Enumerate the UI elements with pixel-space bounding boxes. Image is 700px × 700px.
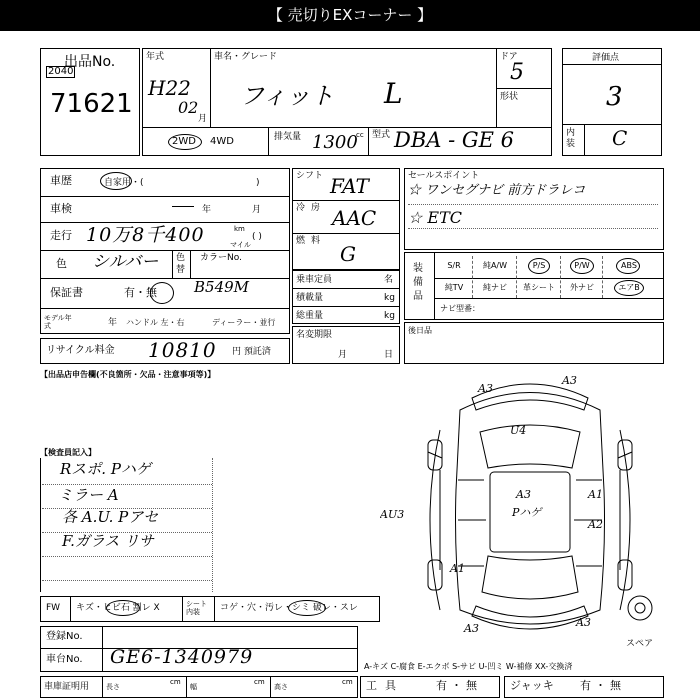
cert-length: 長さ bbox=[106, 683, 120, 691]
fuel-label: 燃料 bbox=[296, 236, 327, 246]
year-value: H22 bbox=[148, 76, 191, 100]
lot-sub: 2040 bbox=[48, 66, 74, 77]
damage-legend: A-キズ C-腐食 E-エクボ S-サビ U-凹ミ W-補修 XX-交換済 bbox=[364, 662, 573, 671]
seller-notes-label: 【出品店申告欄(不良箇所・欠品・注意事項等)】 bbox=[40, 370, 216, 379]
header-title: 【 売切りEXコーナー 】 bbox=[267, 6, 433, 24]
inspection-year-unit: 年 bbox=[202, 205, 212, 215]
ac-value: AAC bbox=[332, 206, 377, 230]
note-line-4: F.ガラス リサ bbox=[62, 532, 154, 550]
grade: L bbox=[384, 77, 403, 110]
model-year-unit: 年 bbox=[108, 318, 118, 328]
expiry-unit: 月 bbox=[338, 350, 348, 360]
mark-bonnet: U4 bbox=[510, 424, 527, 437]
note-line-1: Rスポ. Pハゲ bbox=[60, 460, 151, 478]
dealer-label: ディーラー・並行 bbox=[212, 318, 276, 327]
model-value: DBA - GE 6 bbox=[394, 128, 515, 152]
mark-rear-right: A3 bbox=[576, 616, 591, 629]
handle-label: ハンドル 左・右 bbox=[126, 318, 185, 327]
expiry-label: 名変期限 bbox=[296, 330, 333, 340]
month-unit: 月 bbox=[198, 114, 208, 124]
equip-tv: 純TV bbox=[444, 283, 464, 292]
doors-label: ドア bbox=[500, 52, 518, 62]
warranty-circle bbox=[150, 282, 174, 304]
cert-unit-3: cm bbox=[342, 678, 353, 686]
lot-label: 出品No. bbox=[64, 54, 116, 70]
mark-right-rear-door: A2 bbox=[588, 518, 603, 531]
history-label: 車歴 bbox=[50, 174, 72, 187]
sales-1: ☆ ワンセグナビ 前方ドラレコ bbox=[408, 183, 586, 198]
tool-label: 工具 bbox=[366, 679, 404, 692]
mileage-label: 走行 bbox=[50, 229, 72, 242]
car-damage-diagram bbox=[380, 370, 680, 650]
cert-label: 車庫証明用 bbox=[44, 682, 90, 692]
mark-front-left: A3 bbox=[478, 382, 493, 395]
fw-label: FW bbox=[46, 603, 61, 613]
score-value: 3 bbox=[606, 82, 623, 112]
equip-pw: P/W bbox=[574, 261, 590, 270]
warranty-label: 保証書 bbox=[50, 286, 83, 299]
mark-left-rear: A1 bbox=[450, 562, 465, 575]
name-label: 車名・グレード bbox=[214, 52, 278, 62]
mark-front-right: A3 bbox=[562, 374, 577, 387]
sales-label: セールスポイント bbox=[408, 171, 480, 181]
year-label: 年式 bbox=[146, 52, 165, 62]
load-unit: kg bbox=[384, 293, 395, 303]
equip-airbag-circle bbox=[614, 280, 644, 296]
expiry-day: 日 bbox=[384, 350, 394, 360]
shift-label: シフト bbox=[296, 171, 324, 181]
equip-abs-circle bbox=[616, 258, 640, 274]
mark-roof: A3 bbox=[516, 488, 531, 501]
inspector-label: 【検査員記入】 bbox=[40, 448, 96, 457]
shift-value: FAT bbox=[330, 174, 369, 198]
history-circle bbox=[100, 172, 132, 190]
sales-2: ☆ ETC bbox=[408, 208, 463, 227]
equip-abs: ABS bbox=[621, 261, 637, 270]
seat-circle bbox=[288, 600, 326, 616]
equip-aw: 純A/W bbox=[482, 261, 508, 270]
tool-options: 有・無 bbox=[436, 679, 481, 692]
jack-options: 有・無 bbox=[580, 679, 625, 692]
load-label: 積載量 bbox=[296, 293, 324, 303]
history-options: 自家用・( bbox=[104, 178, 144, 188]
interior-value: C bbox=[612, 126, 628, 150]
equip-airbag: エアB bbox=[618, 283, 640, 292]
recycle-unit: 円 預託済 bbox=[232, 347, 271, 357]
equip-ext-navi: 外ナビ bbox=[570, 283, 594, 292]
mark-right-front-door: A1 bbox=[588, 488, 603, 501]
cert-width: 幅 bbox=[190, 683, 197, 691]
displacement-unit: cc bbox=[356, 131, 364, 139]
mileage-mile: マイル bbox=[230, 241, 251, 249]
model-year-label: モデル年式 bbox=[44, 314, 72, 330]
car-name: フィット bbox=[240, 82, 335, 110]
history-close: ) bbox=[256, 178, 260, 188]
seat-options: コゲ・穴・汚レ・シミ 破レ・スレ bbox=[220, 603, 358, 613]
mileage-value: 10万8千400 bbox=[86, 224, 205, 246]
mileage-km: km bbox=[234, 225, 245, 233]
equip-leather: 革シート bbox=[523, 283, 555, 292]
recycle-label: リサイクル料金 bbox=[46, 345, 115, 356]
fw-options: キズ・ヒビ石 割レ X bbox=[76, 603, 160, 613]
recycle-value: 10810 bbox=[148, 338, 217, 362]
equip-navi: 純ナビ bbox=[483, 283, 507, 292]
reg-label: 登録No. bbox=[46, 631, 83, 642]
shape-label: 形状 bbox=[500, 92, 519, 102]
cert-unit-1: cm bbox=[170, 678, 181, 686]
mark-rear-left: A3 bbox=[464, 622, 479, 635]
navi-label: ナビ型番： bbox=[440, 304, 480, 313]
fw-circle bbox=[106, 600, 140, 616]
fuel-value: G bbox=[340, 242, 356, 266]
score-label: 評価点 bbox=[592, 53, 620, 63]
color-no-value: B549M bbox=[194, 278, 250, 296]
equip-pw-circle bbox=[570, 258, 594, 274]
doors-value: 5 bbox=[510, 60, 524, 85]
lot-number: 71621 bbox=[50, 89, 133, 119]
warranty-options: 有・無 bbox=[124, 286, 157, 299]
month-value: 02 bbox=[178, 98, 199, 117]
after-label: 後日品 bbox=[408, 326, 432, 335]
inspection-month-unit: 月 bbox=[252, 205, 262, 215]
equip-sr: S/R bbox=[447, 261, 461, 270]
chassis-value: GE6-1340979 bbox=[110, 646, 254, 668]
color-change: 色替 bbox=[176, 253, 186, 275]
equip-label: 装備品 bbox=[413, 263, 423, 302]
capacity-label: 乗車定員 bbox=[296, 275, 333, 285]
equip-ps-circle bbox=[528, 258, 550, 274]
cert-unit-2: cm bbox=[254, 678, 265, 686]
capacity-unit: 名 bbox=[384, 275, 394, 285]
displacement-value: 1300 bbox=[312, 132, 358, 153]
jack-label: ジャッキ bbox=[510, 679, 554, 692]
cert-height: 高さ bbox=[274, 683, 288, 691]
inspection-label: 車検 bbox=[50, 202, 72, 215]
color-label: 色 bbox=[56, 257, 67, 270]
note-line-3: 各 A.U. Pアセ bbox=[62, 508, 159, 526]
after-box bbox=[404, 322, 664, 364]
color-no-label: カラーNo. bbox=[200, 253, 242, 263]
mileage-paren: ( ) bbox=[252, 232, 262, 242]
drive-4wd: 4WD bbox=[210, 136, 234, 147]
weight-label: 総重量 bbox=[296, 311, 324, 321]
left-info-box bbox=[40, 168, 290, 334]
chassis-label: 車台No. bbox=[46, 654, 83, 665]
equip-ps: P/S bbox=[532, 261, 546, 270]
note-line-2: ミラー A bbox=[58, 486, 119, 504]
interior-label: 内装 bbox=[566, 128, 576, 149]
seat-label: シート内装 bbox=[186, 600, 207, 616]
ac-label: 冷房 bbox=[296, 203, 327, 213]
spare-label: スペア bbox=[626, 639, 654, 649]
weight-unit: kg bbox=[384, 311, 395, 321]
model-label: 型式 bbox=[372, 130, 391, 140]
mark-left-side: AU3 bbox=[380, 508, 405, 521]
displacement-label: 排気量 bbox=[274, 132, 302, 142]
drive-2wd: 2WD bbox=[172, 136, 196, 147]
mark-roof-paint: Pハゲ bbox=[512, 506, 542, 519]
color-value: シルバー bbox=[92, 252, 159, 272]
